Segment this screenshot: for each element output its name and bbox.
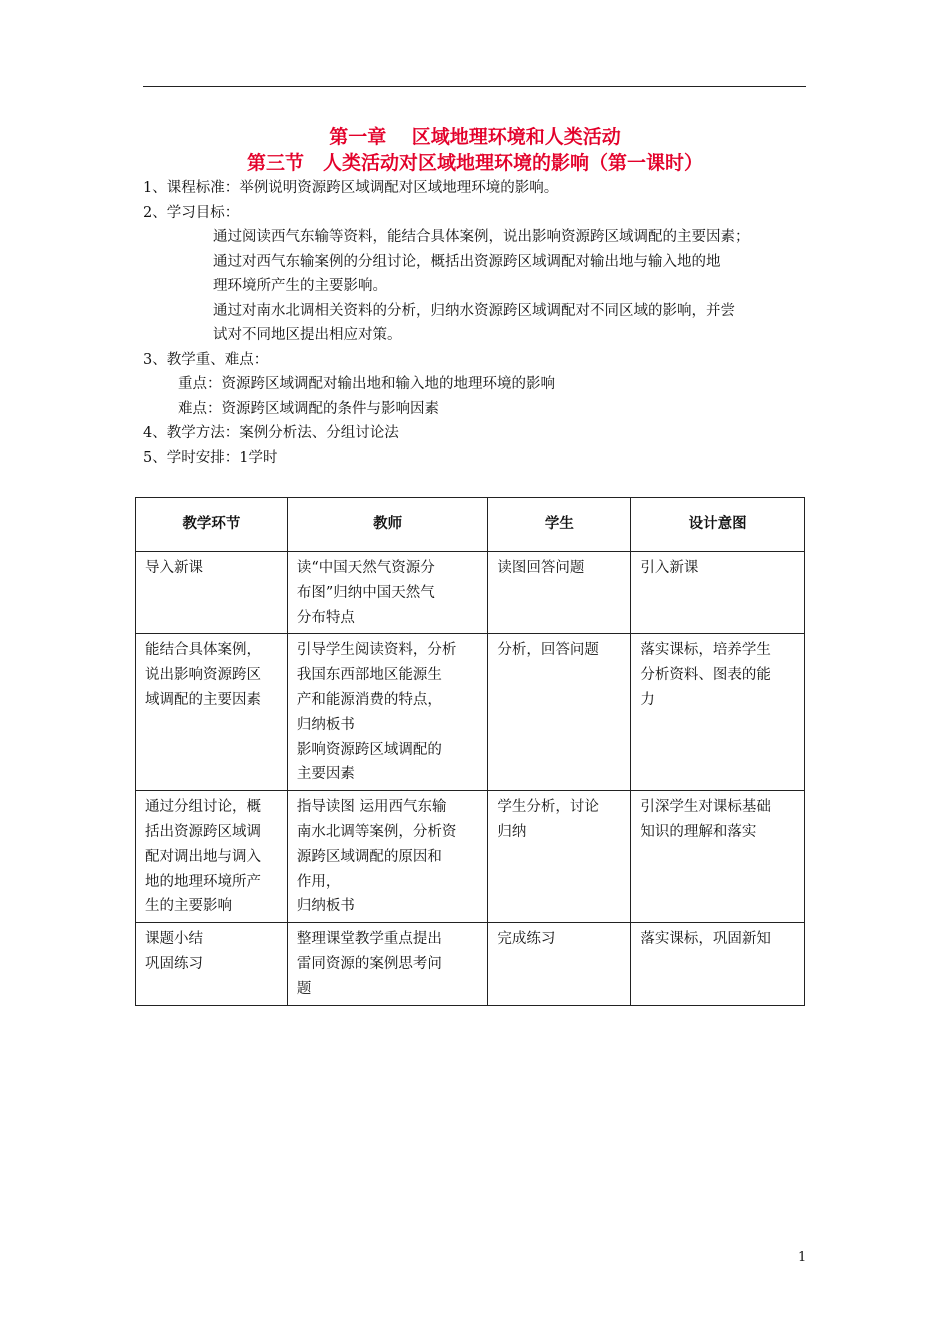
cell-line: 读“中国天然气资源分 — [296, 560, 435, 576]
header-teacher: 教师 — [287, 498, 487, 552]
cell-teacher — [287, 923, 487, 1005]
objective-line: 通过对西气东输案例的分组讨论，概括出资源跨区域调配对输出地与输入地的地 — [213, 253, 721, 270]
class-hours: 5、学时安排：1学时 — [143, 449, 278, 466]
cell-line: 导入新课 — [145, 560, 203, 576]
objective-line: 理环境所产生的主要影响。 — [213, 278, 387, 294]
cell-line: 归纳板书 — [296, 716, 355, 733]
cell-intent — [631, 923, 805, 1005]
table-row — [136, 634, 805, 791]
header-student: 学生 — [488, 498, 631, 552]
header-rule — [143, 86, 806, 87]
cell-line: 生的主要影响 — [145, 898, 232, 915]
objectives-heading: 2、学习目标： — [143, 204, 240, 221]
cell-line: 归纳板书 — [296, 898, 355, 915]
cell-stage — [136, 791, 288, 923]
cell-line: 力 — [640, 691, 655, 708]
section-title: 第三节 人类活动对区域地理环境的影响（第一课时） — [246, 152, 703, 174]
page-number: 1 — [798, 1250, 807, 1265]
cell-line: 课题小结 — [145, 931, 203, 948]
cell-line: 产和能源消费的特点， — [296, 691, 442, 708]
cell-line: 读图回答问题 — [497, 560, 585, 576]
cell-student — [488, 634, 631, 791]
cell-line: 题 — [296, 980, 312, 997]
cell-teacher — [287, 552, 487, 634]
cell-line: 源跨区域调配的原因和 — [296, 848, 442, 865]
cell-stage — [136, 634, 288, 791]
difficult-point: 难点：资源跨区域调配的条件与影响因素 — [178, 400, 439, 417]
table-row — [136, 552, 805, 634]
cell-intent — [631, 552, 805, 634]
cell-student — [488, 791, 631, 923]
cell-teacher — [287, 634, 487, 791]
objective-line: 通过对南水北调相关资料的分析，归纳水资源跨区域调配对不同区域的影响，并尝 — [213, 302, 735, 319]
cell-intent — [631, 634, 805, 791]
objective-line: 试对不同地区提出相应对策。 — [213, 327, 402, 343]
cell-line: 引深学生对课标基础 — [640, 799, 771, 816]
cell-line: 地的地理环境所产 — [145, 873, 261, 890]
cell-line: 分析，回答问题 — [497, 642, 599, 659]
cell-line: 主要因素 — [296, 766, 355, 783]
cell-line: 配对调出地与调入 — [145, 848, 261, 865]
cell-line: 域调配的主要因素 — [145, 691, 261, 708]
cell-line: 学生分析，讨论 — [497, 799, 599, 816]
cell-line: 作用， — [296, 873, 341, 890]
cell-teacher — [287, 791, 487, 923]
key-points-heading: 3、教学重、难点： — [143, 351, 269, 368]
cell-student — [488, 552, 631, 634]
cell-line: 落实课标，巩固新知 — [640, 931, 771, 948]
table-row — [136, 923, 805, 1005]
cell-line: 说出影响资源跨区 — [145, 667, 261, 684]
cell-student — [488, 923, 631, 1005]
cell-line: 括出资源跨区域调 — [145, 823, 261, 840]
cell-line: 南水北调等案例，分析资 — [296, 823, 457, 840]
cell-line: 指导读图 运用西气东输 — [296, 799, 447, 816]
cell-line: 雷同资源的案例思考问 — [296, 955, 442, 972]
cell-line: 布图”归纳中国天然气 — [296, 584, 435, 601]
curriculum-standard: 1、课程标准：举例说明资源跨区域调配对区域地理环境的影响。 — [143, 180, 559, 196]
cell-line: 通过分组讨论，概 — [145, 799, 261, 816]
chapter-title: 第一章 区域地理环境和人类活动 — [329, 126, 621, 148]
cell-line: 影响资源跨区域调配的 — [296, 741, 442, 758]
lesson-plan-table — [135, 497, 805, 1006]
cell-line: 归纳 — [497, 823, 527, 840]
cell-line: 巩固练习 — [145, 955, 203, 972]
objective-line: 通过阅读西气东输等资料，能结合具体案例，说出影响资源跨区域调配的主要因素； — [213, 229, 750, 245]
table-row — [136, 791, 805, 923]
cell-line: 知识的理解和落实 — [640, 823, 757, 840]
cell-line: 能结合具体案例， — [145, 642, 261, 659]
lesson-overview — [143, 176, 823, 470]
teaching-method: 4、教学方法：案例分析法、分组讨论法 — [143, 425, 399, 441]
cell-line: 整理课堂教学重点提出 — [296, 931, 442, 948]
header-intent: 设计意图 — [631, 498, 805, 552]
cell-intent — [631, 791, 805, 923]
key-point: 重点：资源跨区域调配对输出地和输入地的地理环境的影响 — [178, 376, 555, 392]
cell-stage — [136, 552, 288, 634]
cell-line: 完成练习 — [497, 931, 556, 948]
header-stage: 教学环节 — [136, 498, 288, 552]
cell-line: 引入新课 — [640, 560, 699, 576]
table-header-row — [136, 498, 805, 552]
cell-line: 落实课标，培养学生 — [640, 642, 771, 659]
cell-line: 引导学生阅读资料，分析 — [296, 642, 457, 659]
cell-line: 分析资料、图表的能 — [640, 667, 771, 684]
cell-stage — [136, 923, 288, 1005]
cell-line: 我国东西部地区能源生 — [296, 667, 442, 684]
cell-line: 分布特点 — [296, 609, 355, 626]
